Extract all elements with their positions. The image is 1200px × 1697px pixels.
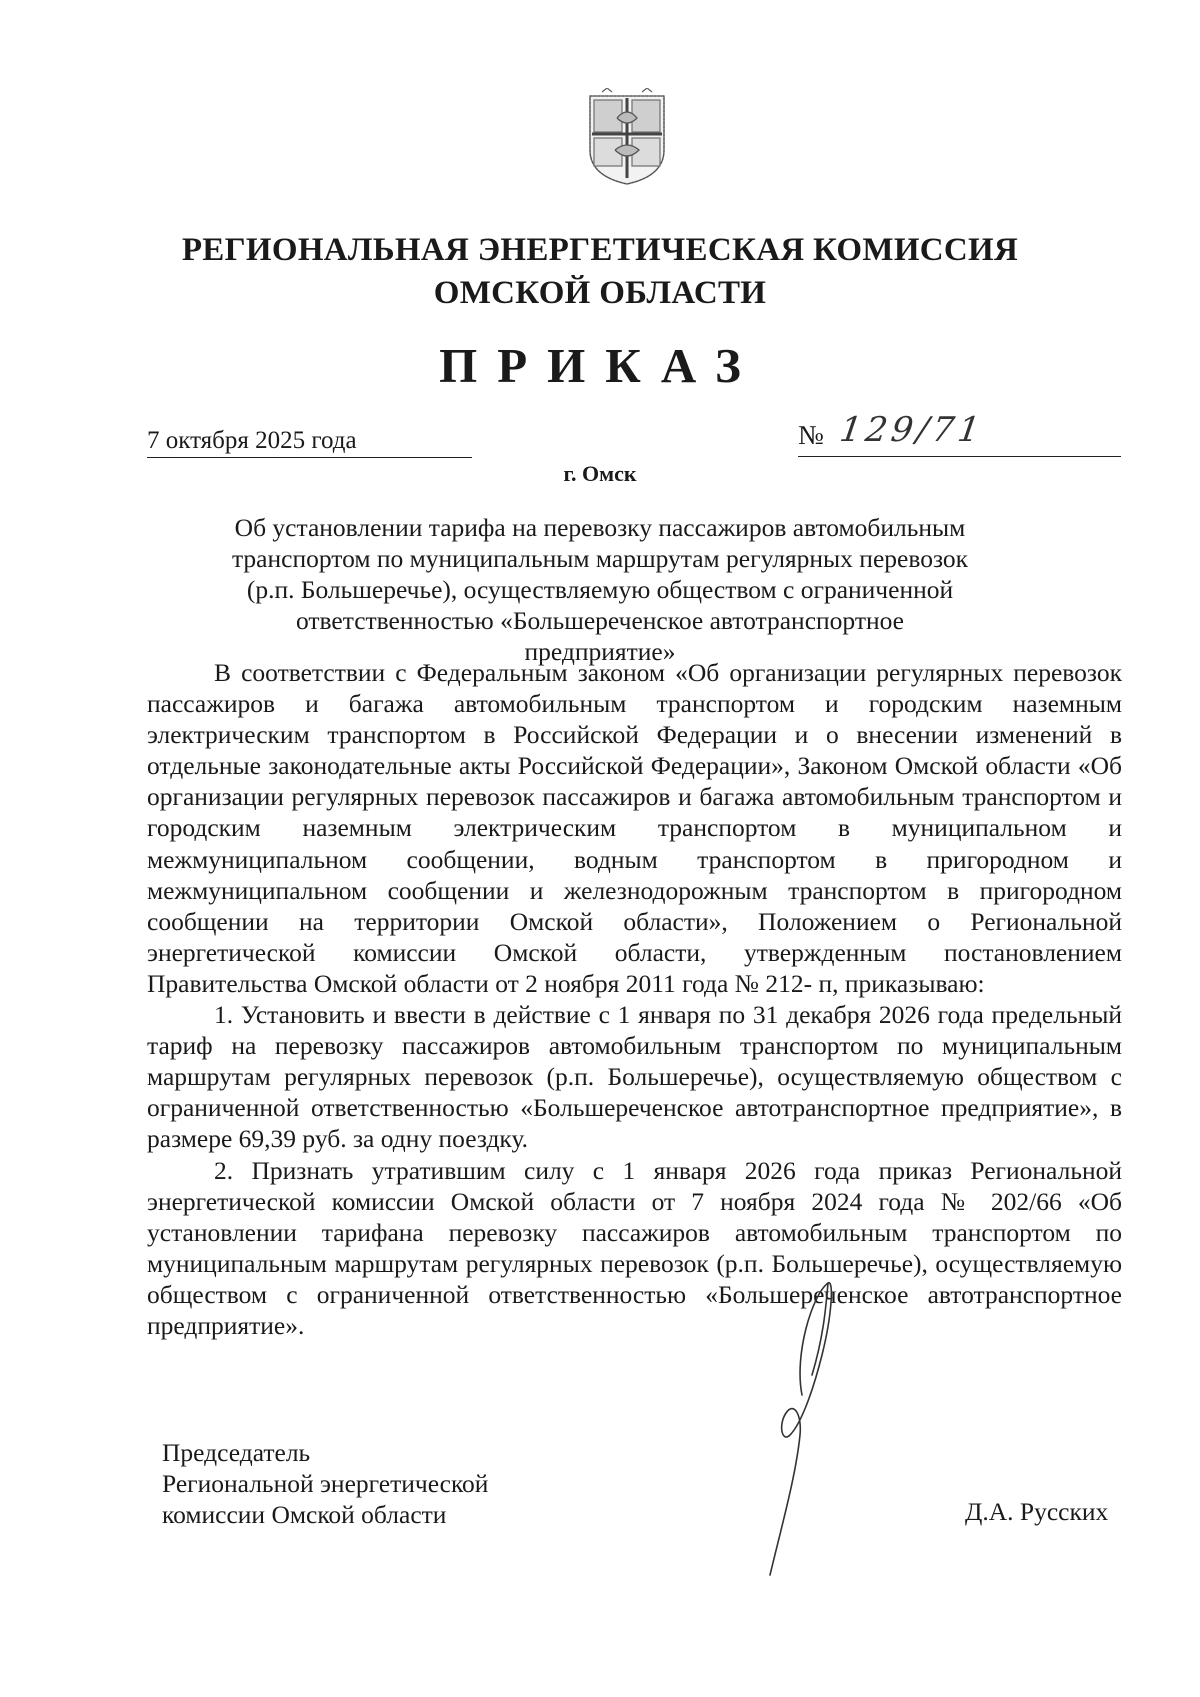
order-item-1: 1. Установить и ввести в действие с 1 января по 31 декабря 2026 года предельный тариф на перевозку пассажиров автомобильным транспортом по муниципальным маршрутам регулярных перевозок (р.п. Большеречье), осуществляемую обществом с ограниченной ответственностью «Большереченское автотранспортное предприятие», в размере 69,39 руб. за одну поездку. xyxy=(147,1000,1122,1154)
document-city: г. Омск xyxy=(563,461,637,486)
number-underline xyxy=(798,456,1121,457)
document-subject: Об установлении тарифа на перевозку пассажиров автомобильным транспортом по муниципальным маршрутам регулярных перевозок (р.п. Большеречье), осуществляемую обществом с ограниченной ответственностью «Большереченское автотранспортное предприятие» xyxy=(231,513,969,666)
coat-of-arms-icon xyxy=(582,88,672,186)
order-item-2: 2. Признать утратившим силу с 1 января 2026 года приказ Региональной энергетической комиссии Омской области от 7 ноября 2024 года № 202/66 «Об установлении тарифана перевозку пассажиров автомобильным транспортом по муниципальным маршрутам регулярных перевозок (р.п. Большеречье), осуществляемую обществом с ограниченной ответственностью «Большереченское автотранспортное предприятие». xyxy=(147,1155,1122,1340)
document-body xyxy=(147,657,1122,1341)
signatory-position xyxy=(162,1437,488,1530)
organization-name-line2: ОМСКОЙ ОБЛАСТИ xyxy=(433,275,767,311)
organization-name-line1: РЕГИОНАЛЬНАЯ ЭНЕРГЕТИЧЕСКАЯ КОМИССИЯ xyxy=(181,232,1019,268)
signatory-position-line1: Председатель xyxy=(162,1438,311,1467)
preamble-paragraph: В соответствии с Федеральным законом «Об организации регулярных перевозок пассажиров и багажа автомобильным транспортом и городским наземным электрическим транспортом в Российской Федерации и о внесении изменений в отдельные законодательные акты Российской Федерации», Законом Омской области «Об организации регулярных перевозок пассажиров и багажа автомобильным транспортом и городским наземным электрическим транспортом в муниципальном и межмуниципальном сообщении, водным транспортом в пригородном и межмуниципальном сообщении и железнодорожным транспортом в пригородном сообщении на территории Омской области», Положением о Региональной энергетической комиссии Омской области, утвержденным постановлением Правительства Омской области от 2 ноября 2011 года № 212- п, приказываю: xyxy=(147,658,1122,998)
handwritten-signature xyxy=(742,1275,862,1585)
signatory-position-line2: Региональной энергетической xyxy=(162,1469,489,1498)
number-label: № xyxy=(798,420,824,450)
signatory-name: Д.А. Русских xyxy=(965,1497,1109,1526)
document-type-title: ПРИКАЗ xyxy=(439,338,761,393)
document-date: 7 октября 2025 года xyxy=(147,427,357,454)
signatory-position-line3: комиссии Омской области xyxy=(162,1500,447,1529)
date-underline xyxy=(147,457,472,458)
document-number-handwritten: 129/71 xyxy=(837,410,987,450)
